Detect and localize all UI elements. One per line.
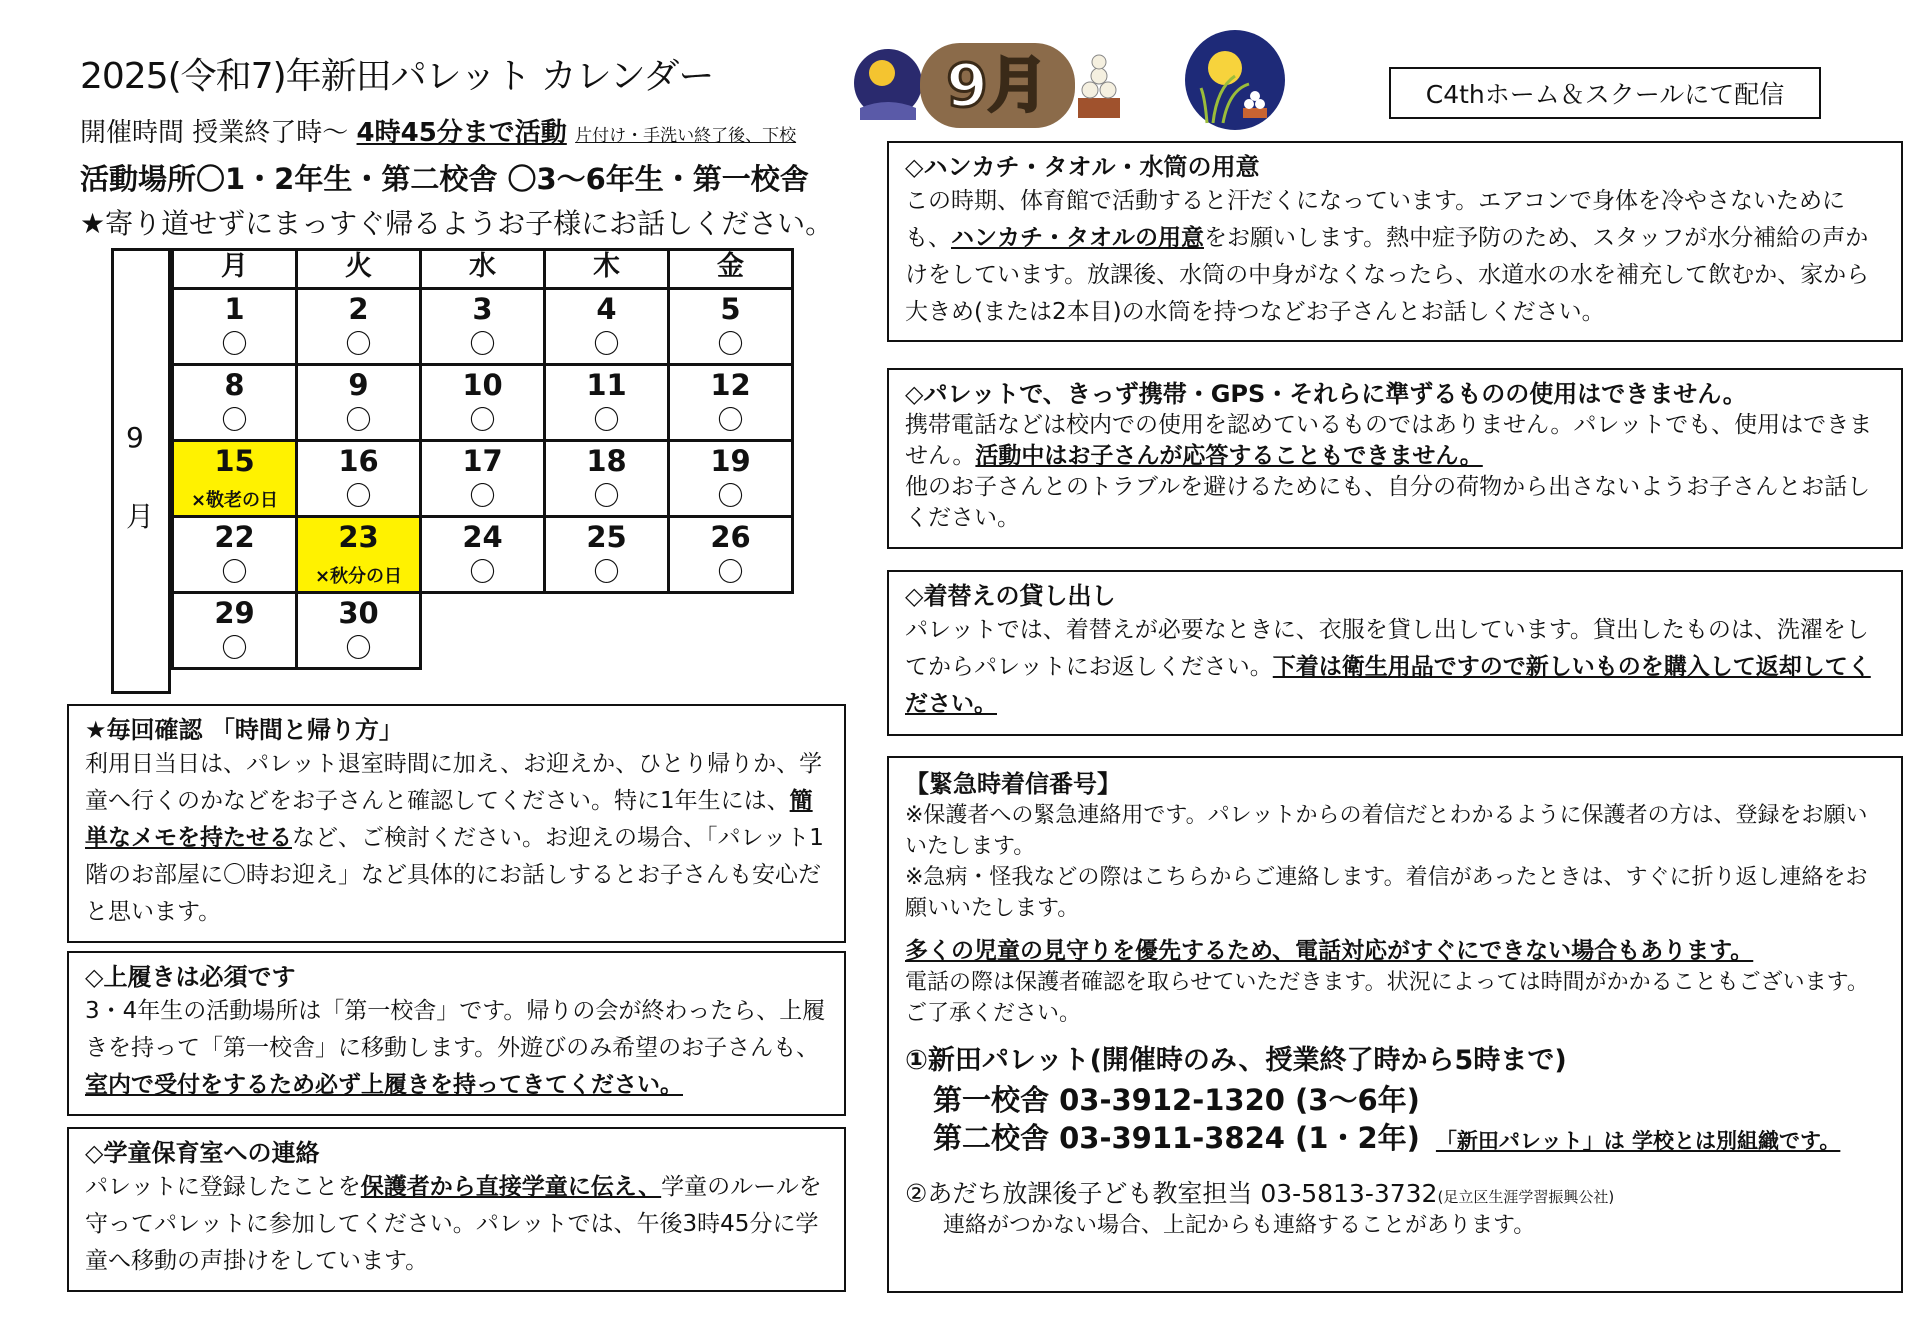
month-badge-text: 9月 — [946, 51, 1048, 121]
box-time-text-emph: 簡単なメモを持たせる — [85, 788, 813, 851]
calendar-open-mark: 〇 — [469, 406, 496, 436]
calendar-day-number: 22 — [214, 520, 255, 554]
month-number: 9 — [126, 421, 144, 454]
calendar-day-number: 23 — [338, 520, 379, 554]
calendar-day-number: 26 — [710, 520, 751, 554]
calendar-month-label — [111, 248, 171, 694]
box-shoes-text-emph: 室内で受付をするため必ず上履きを持ってきてください。 — [85, 1072, 683, 1098]
calendar-open-mark: 〇 — [469, 330, 496, 360]
contact-2-org: (足立区生涯学習振興公社) — [1437, 1188, 1615, 1206]
calendar-day-cell — [667, 287, 794, 366]
calendar-day-number: 17 — [462, 444, 503, 478]
calendar-open-mark: 〇 — [221, 330, 248, 360]
month-badge-illustration — [850, 38, 1125, 133]
distribution-box: C4thホーム＆スクールにて配信 — [1389, 67, 1821, 119]
calendar-weekday-header: 金 — [667, 248, 794, 290]
calendar-day-cell — [543, 287, 670, 366]
calendar-open-mark: 〇 — [345, 330, 372, 360]
box-time-heading: ★毎回確認 「時間と帰り方」 — [85, 716, 403, 744]
box-phone-text — [905, 410, 1885, 472]
box-gakudo-text-2: 学童のルールを守ってパレットに参加してください。パレットでは、午後3時45分に学童へ移動の声掛けをしています。 — [85, 1174, 822, 1274]
calendar-day-cell — [419, 363, 546, 442]
box-clothes-text — [905, 612, 1885, 723]
calendar-open-mark: 〇 — [221, 558, 248, 588]
box-time-return — [67, 704, 846, 943]
calendar-day-number: 1 — [224, 292, 245, 326]
moon-viewing-illustration — [1183, 28, 1288, 133]
box-gakudo — [67, 1127, 846, 1292]
calendar-day-cell — [295, 439, 422, 518]
calendar-day-number: 29 — [214, 596, 255, 630]
contact-1-note: 「新田パレット」は 学校とは別組織です。 — [1435, 1129, 1841, 1153]
calendar-day-cell — [295, 363, 422, 442]
calendar-day-number: 11 — [586, 368, 627, 402]
calendar-day-cell — [171, 287, 298, 366]
hours-label: 開催時間 授業終了時～ — [80, 118, 349, 148]
calendar-day-number: 19 — [710, 444, 751, 478]
calendar-open-mark: 〇 — [469, 482, 496, 512]
box-gakudo-text — [85, 1169, 828, 1280]
calendar-holiday-label: ×敬老の日 — [190, 490, 279, 511]
hours-line — [80, 112, 796, 149]
box-gakudo-text-1: パレットに登録したことを — [85, 1174, 361, 1200]
calendar-weekday-header: 月 — [171, 248, 298, 290]
box-towel-text-1: この時期、体育館で活動すると汗だくになっています。エアコンで身体を冷やさないためにも、 — [905, 188, 1846, 251]
calendar-day-cell — [419, 287, 546, 366]
box-towel-heading: ◇ハンカチ・タオル・水筒の用意 — [905, 153, 1260, 181]
box-time-text — [85, 746, 828, 931]
calendar-day-number: 2 — [348, 292, 369, 326]
calendar-day-cell — [667, 515, 794, 594]
calendar-day-cell — [667, 363, 794, 442]
page-title: 2025(令和7)年新田パレット カレンダー — [80, 56, 714, 97]
box-phone-text-emph: 活動中はお子さんが応答することもできません。 — [975, 443, 1483, 469]
calendar-day-cell — [543, 439, 670, 518]
hours-time: 4時45分まで活動 — [356, 118, 567, 148]
calendar-day-number: 9 — [348, 368, 369, 402]
contact-2-note: 連絡がつかない場合、上記からも連絡することがあります。 — [943, 1213, 1536, 1238]
box-emergency — [887, 756, 1903, 1293]
calendar-open-mark: 〇 — [717, 406, 744, 436]
calendar-day-number: 5 — [720, 292, 741, 326]
box-phone-text-2: 他のお子さんとのトラブルを避けるためにも、自分の荷物から出さないようお子さんとお話しください。 — [905, 474, 1871, 531]
calendar-open-mark: 〇 — [221, 406, 248, 436]
calendar-open-mark: 〇 — [221, 634, 248, 664]
box-gakudo-heading: ◇学童保育室への連絡 — [85, 1139, 320, 1167]
calendar-day-cell — [295, 287, 422, 366]
box-shoes-heading: ◇上履きは必須です — [85, 963, 296, 991]
calendar-day-number: 15 — [214, 444, 255, 478]
calendar-open-mark: 〇 — [345, 634, 372, 664]
emergency-note-1: ※保護者への緊急連絡用です。パレットからの着信だとわかるように保護者の方は、登録をお願いいたします。 — [905, 803, 1868, 859]
calendar-open-mark: 〇 — [469, 558, 496, 588]
contact-1-line-2 — [905, 1119, 1885, 1160]
calendar-day-number: 12 — [710, 368, 751, 402]
box-clothes-heading: ◇着替えの貸し出し — [905, 582, 1116, 610]
box-towel — [887, 141, 1903, 342]
box-towel-text-2: をお願いします。熱中症予防のため、スタッフが水分補給の声かけをしています。放課後、水筒の中身がなくなったら、水道水の水を補充して飲むか、家から大きめ(または2本目)の水筒を持つなどお子さんとお話しください。 — [905, 225, 1870, 325]
contact-2-title-text: ②あだち放課後子ども教室担当 03-5813-3732 — [905, 1179, 1438, 1208]
calendar-day-number: 18 — [586, 444, 627, 478]
calendar-holiday-label: ×秋分の日 — [314, 566, 403, 587]
calendar-open-mark: 〇 — [593, 330, 620, 360]
calendar-day-cell — [543, 515, 670, 594]
calendar-day-cell — [171, 439, 298, 518]
calendar-open-mark: 〇 — [345, 482, 372, 512]
dango-icon — [1078, 55, 1120, 118]
calendar-day-number: 4 — [596, 292, 617, 326]
calendar-day-cell — [171, 515, 298, 594]
emergency-note-4: 電話の際は保護者確認を取らせていただきます。状況によっては時間がかかることもございます。ご了承ください。 — [905, 970, 1869, 1026]
box-emergency-heading: 【緊急時着信番号】 — [905, 770, 1121, 798]
calendar-day-number: 16 — [338, 444, 379, 478]
contact-1-title: ①新田パレット(開催時のみ、授業終了時から5時まで) — [905, 1045, 1567, 1076]
calendar-open-mark: 〇 — [593, 482, 620, 512]
calendar-open-mark: 〇 — [717, 558, 744, 588]
box-phone-heading: ◇パレットで、きっず携帯・GPS・それらに準ずるものの使用はできません。 — [905, 380, 1747, 408]
calendar-day-number: 30 — [338, 596, 379, 630]
box-shoes-text-1: 3・4年生の活動場所は「第一校舎」です。帰りの会が終わったら、上履きを持って「第一校舎」に移動します。外遊びのみ希望のお子さんも、 — [85, 998, 826, 1061]
emergency-note-3-emph: 多くの児童の見守りを優先するため、電話対応がすぐにできない場合もあります。 — [905, 938, 1754, 964]
hours-note: 片付け・手洗い終了後、下校 — [575, 126, 797, 146]
calendar-day-cell — [295, 515, 422, 594]
box-time-text-2: など、ご検討ください。お迎えの場合、「パレット1階のお部屋に〇時お迎え」など具体的にお話しするとお子さんも安心だと思います。 — [85, 825, 824, 925]
emergency-note-3 — [905, 936, 1885, 967]
calendar-weekday-header: 水 — [419, 248, 546, 290]
moon-icon — [869, 60, 895, 86]
place-line: 活動場所〇1・2年生・第二校舎 〇3～6年生・第一校舎 — [80, 162, 809, 196]
month-kanji: 月 — [126, 500, 155, 533]
contact-1-line-1: 第一校舎 03-3912-1320 (3～6年) — [933, 1083, 1420, 1117]
calendar-open-mark: 〇 — [345, 406, 372, 436]
calendar-day-cell — [295, 591, 422, 670]
contact-1-line-2-text: 第二校舎 03-3911-3824 (1・2年) — [933, 1121, 1420, 1155]
full-moon-icon — [1208, 51, 1242, 85]
calendar-open-mark: 〇 — [593, 558, 620, 588]
calendar-day-cell — [171, 591, 298, 670]
calendar-day-number: 3 — [472, 292, 493, 326]
box-gakudo-text-emph: 保護者から直接学童に伝え、 — [360, 1174, 662, 1200]
box-phone-text-1: 携帯電話などは校内での使用を認めているものではありません。パレットでも、使用はできません。 — [905, 412, 1873, 469]
calendar-open-mark: 〇 — [717, 482, 744, 512]
calendar-day-number: 8 — [224, 368, 245, 402]
box-towel-text — [905, 183, 1885, 331]
calendar-day-cell — [419, 439, 546, 518]
box-time-text-1: 利用日当日は、パレット退室時間に加え、お迎えか、ひとり帰りか、学童へ行くのかなどをお子さんと確認してください。特に1年生には、 — [85, 751, 823, 814]
calendar-day-cell — [171, 363, 298, 442]
notice-line: ★寄り道せずにまっすぐ帰るようお子様にお話しください。 — [80, 207, 834, 240]
calendar-open-mark: 〇 — [717, 330, 744, 360]
box-clothes — [887, 570, 1903, 736]
box-clothes-text-emph: 下着は衛生用品ですので新しいものを購入して返却してください。 — [905, 654, 1871, 717]
calendar-day-cell — [667, 439, 794, 518]
box-phone — [887, 368, 1903, 549]
calendar-day-cell — [419, 515, 546, 594]
box-clothes-text-1: パレットでは、着替えが必要なときに、衣服を貸し出しています。貸出したものは、洗濯をしてからパレットにお返しください。 — [905, 617, 1869, 680]
calendar-weekday-header: 木 — [543, 248, 670, 290]
calendar-open-mark: 〇 — [593, 406, 620, 436]
box-towel-text-emph: ハンカチ・タオルの用意 — [951, 225, 1204, 251]
calendar-day-cell — [543, 363, 670, 442]
calendar-weekday-header: 火 — [295, 248, 422, 290]
emergency-note-2: ※急病・怪我などの際はこちらからご連絡します。着信があったときは、すぐに折り返し連絡をお願いいたします。 — [905, 865, 1868, 921]
box-shoes — [67, 951, 846, 1116]
contact-2-title — [905, 1174, 1885, 1210]
calendar-day-number: 24 — [462, 520, 503, 554]
box-shoes-text — [85, 993, 828, 1104]
calendar-day-number: 10 — [462, 368, 503, 402]
calendar-day-number: 25 — [586, 520, 627, 554]
